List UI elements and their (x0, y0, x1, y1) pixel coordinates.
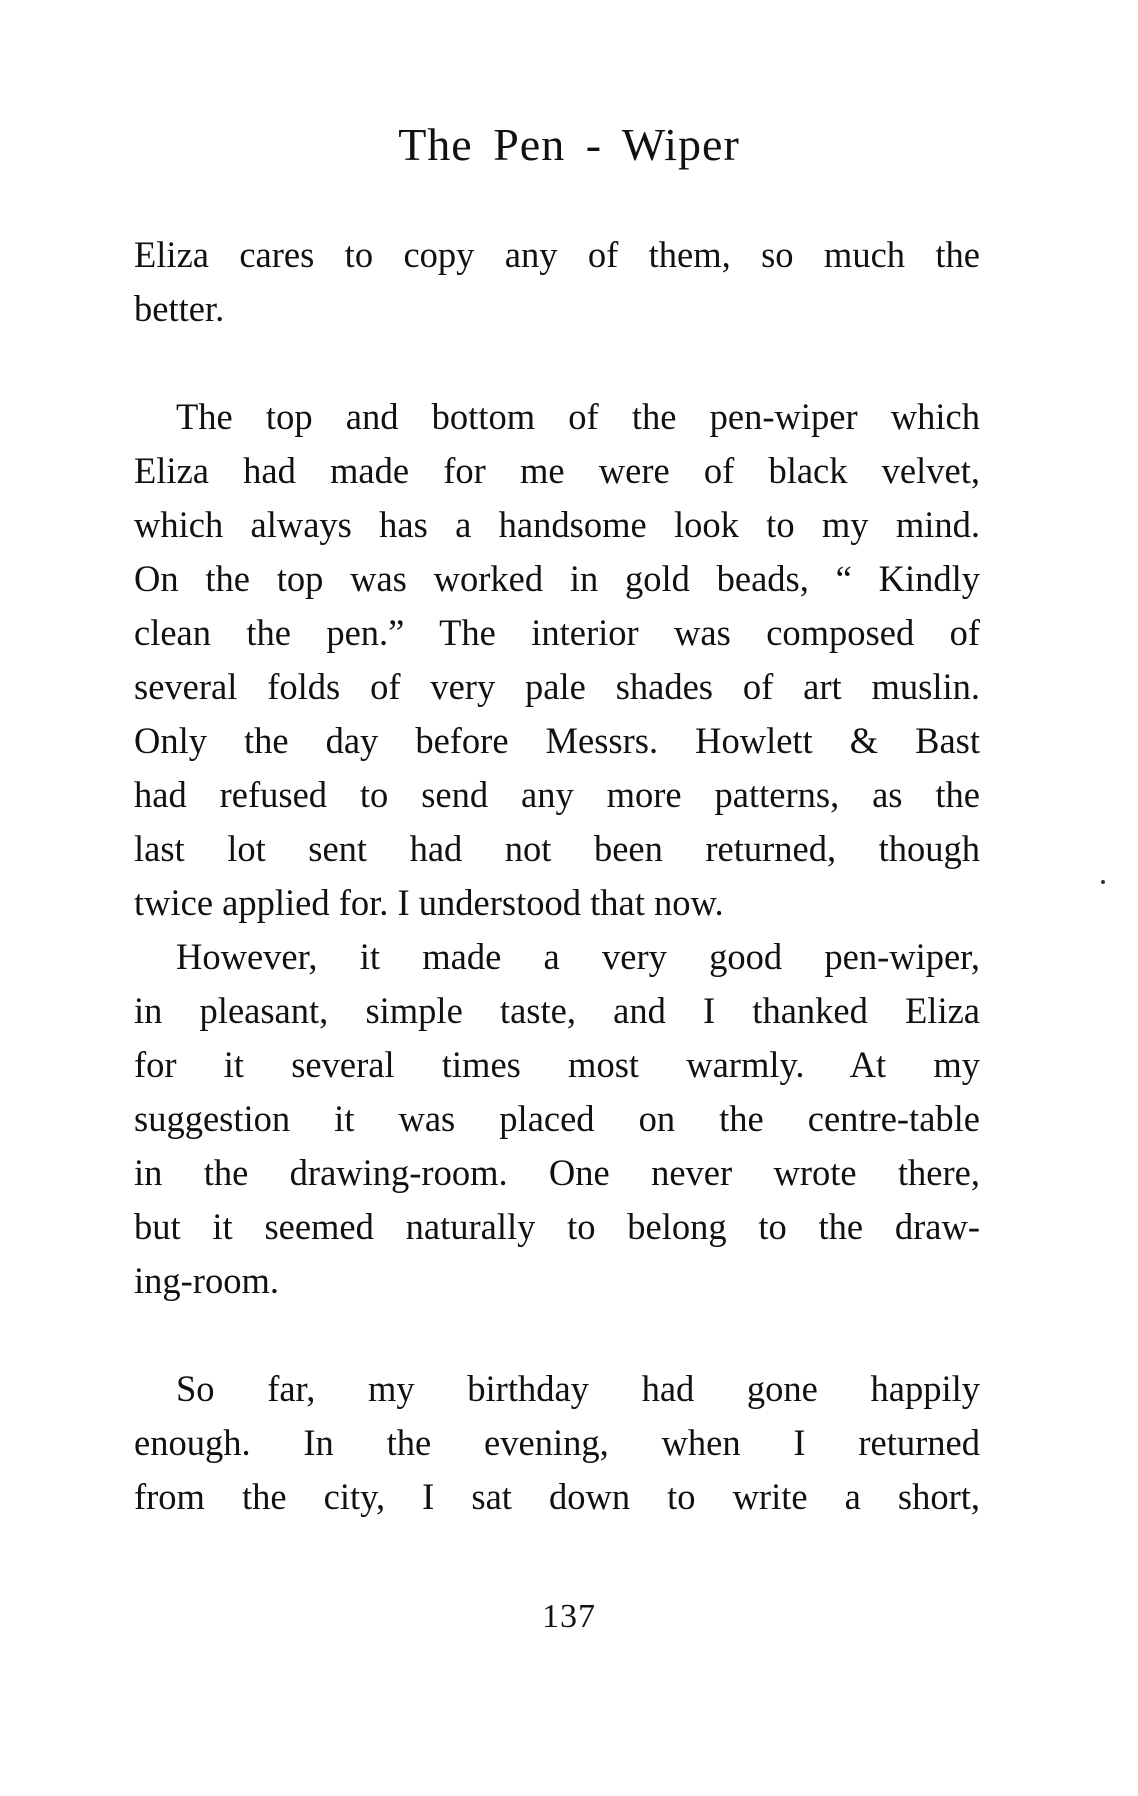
text-line: from the city, I sat down to write a short, (134, 1476, 980, 1517)
section-break (134, 1308, 980, 1362)
text-line: in pleasant, simple taste, and I thanked Eliza (134, 990, 980, 1031)
text-line: for it several times most warmly. At my (134, 1044, 980, 1085)
text-line: suggestion it was placed on the centre-table (134, 1098, 980, 1139)
text-line: had refused to send any more patterns, as the (134, 774, 980, 815)
text-line: However, it made a very good pen-wiper, (176, 936, 980, 977)
body-text (134, 228, 980, 1524)
paragraph (134, 1362, 980, 1524)
text-line: On the top was worked in gold beads, “ Kindly (134, 558, 980, 599)
section-break (134, 336, 980, 390)
text-line: clean the pen.” The interior was composed of (134, 612, 980, 653)
running-title: The Pen - Wiper (398, 119, 740, 170)
paragraph (134, 930, 980, 1308)
page-number: 137 (542, 1598, 596, 1635)
text-line: Eliza had made for me were of black velvet, (134, 450, 980, 491)
text-line: but it seemed naturally to belong to the draw- (134, 1206, 980, 1247)
text-line: ing-room. (134, 1260, 279, 1301)
paragraph (134, 390, 980, 930)
text-line: Only the day before Messrs. Howlett & Bast (134, 720, 980, 761)
text-line: which always has a handsome look to my mind. (134, 504, 980, 545)
ink-speck (1101, 880, 1105, 884)
paragraph (134, 228, 980, 336)
text-line: Eliza cares to copy any of them, so much the (134, 234, 980, 275)
text-line: last lot sent had not been returned, though (134, 828, 980, 869)
text-line: in the drawing-room. One never wrote there, (134, 1152, 980, 1193)
text-line: better. (134, 288, 225, 329)
text-line: enough. In the evening, when I returned (134, 1422, 980, 1463)
text-line: several folds of very pale shades of art muslin. (134, 666, 980, 707)
text-line: So far, my birthday had gone happily (176, 1368, 980, 1409)
text-line: The top and bottom of the pen-wiper which (176, 396, 980, 437)
text-line: twice applied for. I understood that now. (134, 882, 724, 923)
